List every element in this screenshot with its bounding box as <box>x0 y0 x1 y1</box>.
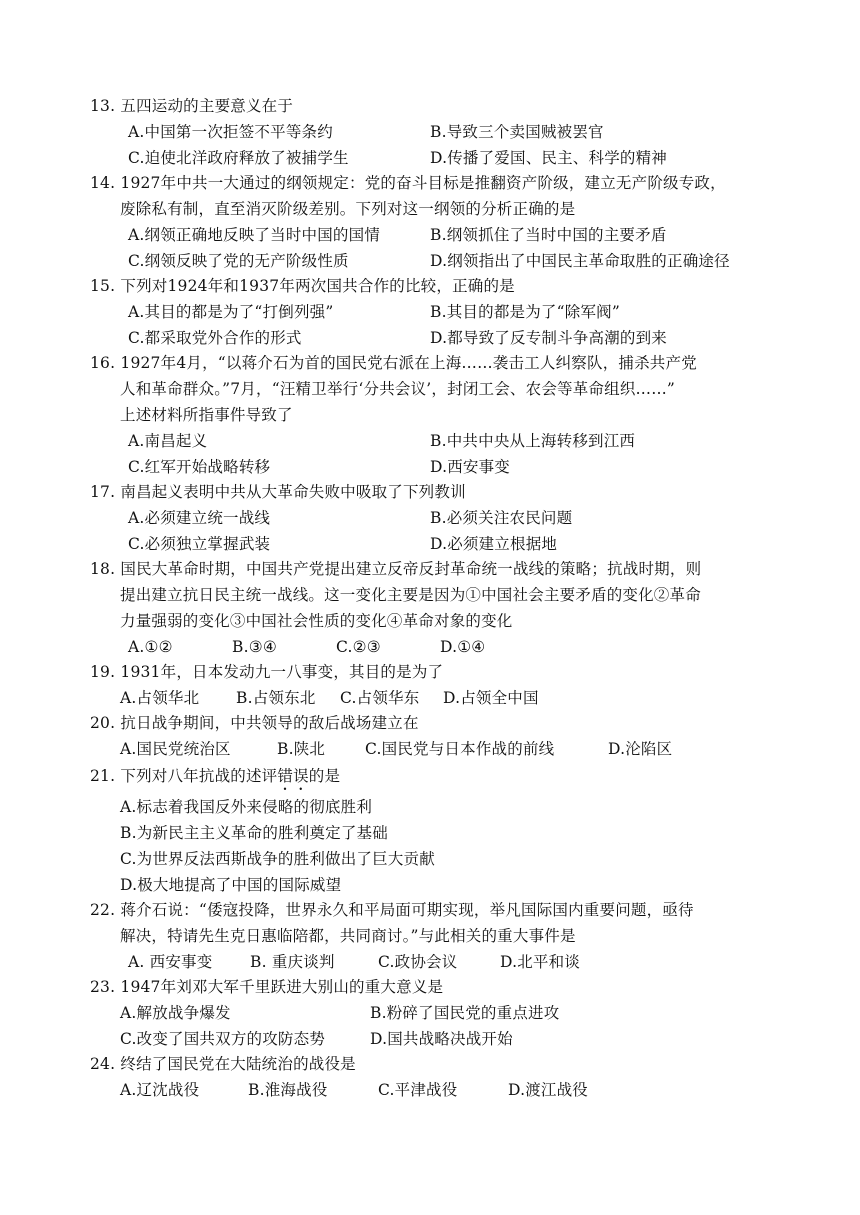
option-c: C.政协会议 <box>378 953 458 971</box>
question-stem-continued: 废除私有制，直至消灭阶级差别。下列对这一纲领的分析正确的是 <box>120 200 576 218</box>
option-b: B.其目的都是为了“除军阀” <box>430 303 620 321</box>
option-c: C.国民党与日本作战的前线 <box>365 740 555 758</box>
question-stem: 19. 1931年，日本发动九一八事变，其目的是为了 <box>90 663 444 681</box>
option-a: A.其目的都是为了“打倒列强” <box>128 303 334 321</box>
question-stem: 22. 蒋介石说：“倭寇投降，世界永久和平局面可期实现，举凡国际国内重要问题，亟待 <box>90 901 694 919</box>
option-b: B. 重庆谈判 <box>250 953 335 971</box>
option-a: A.①② <box>128 638 173 656</box>
question-stem-continued: 力量强弱的变化③中国社会性质的变化④革命对象的变化 <box>120 612 513 630</box>
option-a: A.辽沈战役 <box>120 1081 200 1099</box>
question-stem: 20. 抗日战争期间，中共领导的敌后战场建立在 <box>90 714 419 732</box>
option-d: D.必须建立根据地 <box>430 535 558 553</box>
question-stem: 15. 下列对1924年和1937年两次国共合作的比较，正确的是 <box>90 277 515 295</box>
option-d: D.北平和谈 <box>500 953 581 971</box>
option-c: C.纲领反映了党的无产阶级性质 <box>128 252 349 270</box>
question-stem: 23. 1947年刘邓大军千里跃进大别山的重大意义是 <box>90 978 444 996</box>
option-b: B.纲领抓住了当时中国的主要矛盾 <box>430 226 667 244</box>
option-a: A.中国第一次拒签不平等条约 <box>128 123 333 141</box>
stem-text-end: 的是 <box>308 767 341 785</box>
option-b: B.必须关注农民问题 <box>430 509 573 527</box>
option-a: A.南昌起义 <box>128 432 208 450</box>
question-stem: 16. 1927年4月，“以蒋介石为首的国民党右派在上海……袭击工人纠察队，捕杀共产党 <box>90 354 697 372</box>
option-d: D.纲领指出了中国民主革命取胜的正确途径 <box>430 252 730 270</box>
option-b: B.粉碎了国民党的重点进攻 <box>370 1004 560 1022</box>
option-d: D.占领全中国 <box>443 689 539 707</box>
option-a: A.占领华北 <box>120 689 200 707</box>
option-b: B.为新民主主义革命的胜利奠定了基础 <box>120 824 388 842</box>
option-d: D.西安事变 <box>430 458 511 476</box>
option-c: C.必须独立掌握武装 <box>128 535 271 553</box>
question-stem-continued: 上述材料所指事件导致了 <box>120 406 293 424</box>
option-c: C.②③ <box>336 638 381 656</box>
option-c: C.红军开始战略转移 <box>128 458 271 476</box>
option-d: D.极大地提高了中国的国际威望 <box>120 876 342 894</box>
option-d: D.传播了爱国、民主、科学的精神 <box>430 149 668 167</box>
option-c: C.都采取党外合作的形式 <box>128 329 302 347</box>
option-b: B.陕北 <box>277 740 326 758</box>
stem-text: 21. 下列对八年抗战的述评 <box>90 767 278 785</box>
question-stem: 17. 南昌起义表明中共从大革命失败中吸取了下列教训 <box>90 483 466 501</box>
option-a: A.国民党统治区 <box>120 740 231 758</box>
option-b: B.淮海战役 <box>248 1081 328 1099</box>
option-b: B.导致三个卖国贼被罢官 <box>430 123 604 141</box>
question-stem-continued: 人和革命群众。”7月，“汪精卫举行‘分共会议’，封闭工会、农会等革命组织……” <box>120 380 676 398</box>
option-d: D.都导致了反专制斗争高潮的到来 <box>430 329 668 347</box>
question-stem <box>90 764 340 794</box>
option-b: B.占领东北 <box>236 689 316 707</box>
emphasized-word: 错误 <box>277 767 309 785</box>
question-stem-continued: 提出建立抗日民主统一战线。这一变化主要是因为①中国社会主要矛盾的变化②革命 <box>120 586 701 604</box>
option-d: D.①④ <box>440 638 486 656</box>
question-stem-continued: 解决，特请先生克日惠临陪都，共同商讨。”与此相关的重大事件是 <box>120 927 576 945</box>
option-d: D.渡江战役 <box>508 1081 589 1099</box>
option-c: C.迫使北洋政府释放了被捕学生 <box>128 149 349 167</box>
option-c: C.改变了国共双方的攻防态势 <box>120 1030 326 1048</box>
option-d: D.沦陷区 <box>608 740 673 758</box>
option-c: C.为世界反法西斯战争的胜利做出了巨大贡献 <box>120 850 435 868</box>
option-a: A.必须建立统一战线 <box>128 509 271 527</box>
option-b: B.中共中央从上海转移到江西 <box>430 432 636 450</box>
option-a: A. 西安事变 <box>128 953 213 971</box>
option-a: A.解放战争爆发 <box>120 1004 231 1022</box>
option-a: A.标志着我国反外来侵略的彻底胜利 <box>120 798 373 816</box>
question-stem: 18. 国民大革命时期，中国共产党提出建立反帝反封革命统一战线的策略；抗战时期，则 <box>90 560 702 578</box>
option-b: B.③④ <box>232 638 277 656</box>
question-stem: 13. 五四运动的主要意义在于 <box>90 97 294 115</box>
option-c: C.占领华东 <box>340 689 420 707</box>
option-c: C.平津战役 <box>378 1081 458 1099</box>
option-d: D.国共战略决战开始 <box>370 1030 513 1048</box>
option-a: A.纲领正确地反映了当时中国的国情 <box>128 226 381 244</box>
question-stem: 24. 终结了国民党在大陆统治的战役是 <box>90 1055 356 1073</box>
question-stem: 14. 1927年中共一大通过的纲领规定：党的奋斗目标是推翻资产阶级，建立无产阶级专政， <box>90 174 726 192</box>
